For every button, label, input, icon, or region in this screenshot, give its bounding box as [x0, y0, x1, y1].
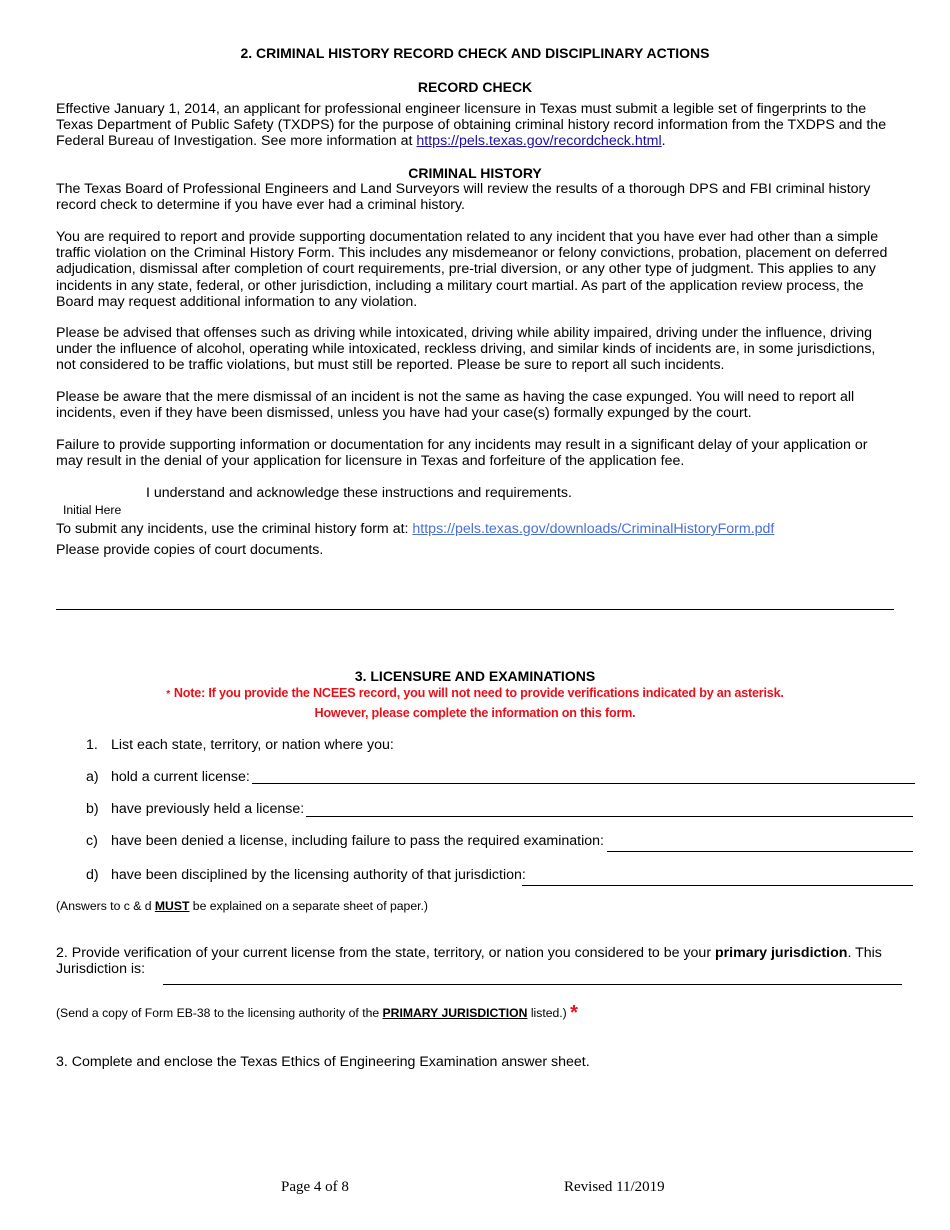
answers-note: (Answers to c & d MUST be explained on a separate sheet of paper.)	[56, 899, 428, 913]
item-1-number: 1.	[86, 737, 98, 753]
item-1-text: List each state, territory, or nation where you:	[111, 737, 394, 753]
initial-here-label: Initial Here	[63, 503, 122, 517]
ncees-note-line-2: However, please complete the information on this form.	[314, 706, 636, 720]
criminal-history-paragraph-5: Failure to provide supporting information or documentation for any incidents may result in a significant delay of your application or may result in the denial of your application for licensure in Texas and forfeiture of the application fee.	[56, 437, 868, 470]
previous-license-field[interactable]	[306, 816, 913, 817]
submit-text: To submit any incidents, use the criminal history form at:	[56, 521, 413, 537]
jurisdiction-label: Jurisdiction is:	[56, 961, 146, 977]
criminal-history-paragraph-3: Please be advised that offenses such as driving while intoxicated, driving while ability impaired, driving under the influence, driving under the influence of alcohol, operating while intoxicated, reckless driving, and similar kinds of incidents are, in some jurisdictions, not considered to be traffic violations, but must still be reported. Please be sure to report all such incidents.	[56, 325, 876, 374]
item-d-letter: d)	[86, 867, 99, 883]
section-divider	[56, 609, 894, 610]
item-c-letter: c)	[86, 833, 98, 849]
item-a-text: hold a current license:	[111, 769, 250, 785]
item-2-paragraph: 2. Provide verification of your current license from the state, territory, or nation you considered to be your primary jurisdiction. This	[56, 945, 882, 961]
eb38-asterisk-icon: *	[570, 1002, 578, 1024]
primary-jurisdiction-caps: PRIMARY JURISDICTION	[382, 1006, 528, 1020]
section-3-heading: 3. LICENSURE AND EXAMINATIONS	[354, 668, 596, 684]
criminal-history-paragraph-1: The Texas Board of Professional Engineers and Land Surveyors will review the results of a thorough DPS and FBI criminal history record check to determine if you have ever had a criminal history.	[56, 181, 871, 214]
record-check-paragraph	[56, 101, 898, 150]
item-3-text: 3. Complete and enclose the Texas Ethics of Engineering Examination answer sheet.	[56, 1054, 590, 1070]
item-a-letter: a)	[86, 769, 99, 785]
criminal-history-paragraph-4: Please be aware that the mere dismissal of an incident is not the same as having the case expunged. You will need to report all incidents, even if they have been dismissed, unless you have had your case(s) formally expunged by the court.	[56, 389, 855, 422]
disciplined-field[interactable]	[522, 885, 913, 886]
criminal-history-form-link[interactable]: https://pels.texas.gov/downloads/CriminalHistoryForm.pdf	[412, 521, 775, 537]
record-check-text: Effective January 1, 2014, an applicant for professional engineer licensure in Texas must submit a legible set of fingerprints to the Texas Department of Public Safety (TXDPS) for the purpose of obtaining criminal history record information from the TXDPS and the Federal Bureau of Investigation. See more information at	[56, 101, 887, 150]
item-d-text: have been disciplined by the licensing authority of that jurisdiction:	[111, 867, 526, 883]
page-number: Page 4 of 8	[281, 1179, 349, 1195]
criminal-history-paragraph-2: You are required to report and provide supporting documentation related to any incident that you have ever had other than a simple traffic violation on the Criminal History Form. This includes any misdemeanor or felony convictions, probation, placement on deferred adjudication, dismissal after completion of court requirements, pre-trial diversion, or any other type of judgment. This applies to any incidents in any state, federal, or other jurisdiction, including a military court martial. As part of the application review process, the Board may request additional information to any violation.	[56, 229, 888, 310]
criminal-history-heading: CRIMINAL HISTORY	[408, 165, 542, 181]
acknowledge-text: I understand and acknowledge these instructions and requirements.	[146, 485, 572, 501]
primary-jurisdiction-emphasis: primary jurisdiction	[714, 945, 848, 961]
record-check-heading: RECORD CHECK	[417, 79, 533, 95]
note-asterisk-icon: *	[166, 689, 170, 700]
must-emphasis: MUST	[154, 899, 190, 913]
record-check-link[interactable]: https://pels.texas.gov/recordcheck.html	[416, 133, 662, 150]
section-2-heading: 2. CRIMINAL HISTORY RECORD CHECK AND DISCIPLINARY ACTIONS	[240, 45, 710, 61]
current-license-field[interactable]	[252, 783, 915, 784]
submit-incidents-line	[56, 521, 774, 537]
denied-license-field[interactable]	[607, 851, 913, 852]
item-c-text: have been denied a license, including failure to pass the required examination:	[111, 833, 604, 849]
record-check-end: .	[661, 133, 666, 150]
ncees-note-line-1: * Note: If you provide the NCEES record, you will not need to provide verifications indicated by an asterisk.	[166, 686, 784, 700]
item-b-text: have previously held a license:	[111, 801, 305, 817]
eb38-note: (Send a copy of Form EB-38 to the licensing authority of the PRIMARY JURISDICTION listed.) *	[56, 1002, 578, 1024]
item-b-letter: b)	[86, 801, 99, 817]
revised-date: Revised 11/2019	[564, 1179, 665, 1195]
court-documents-text: Please provide copies of court documents.	[56, 542, 324, 558]
primary-jurisdiction-field[interactable]	[163, 984, 902, 985]
